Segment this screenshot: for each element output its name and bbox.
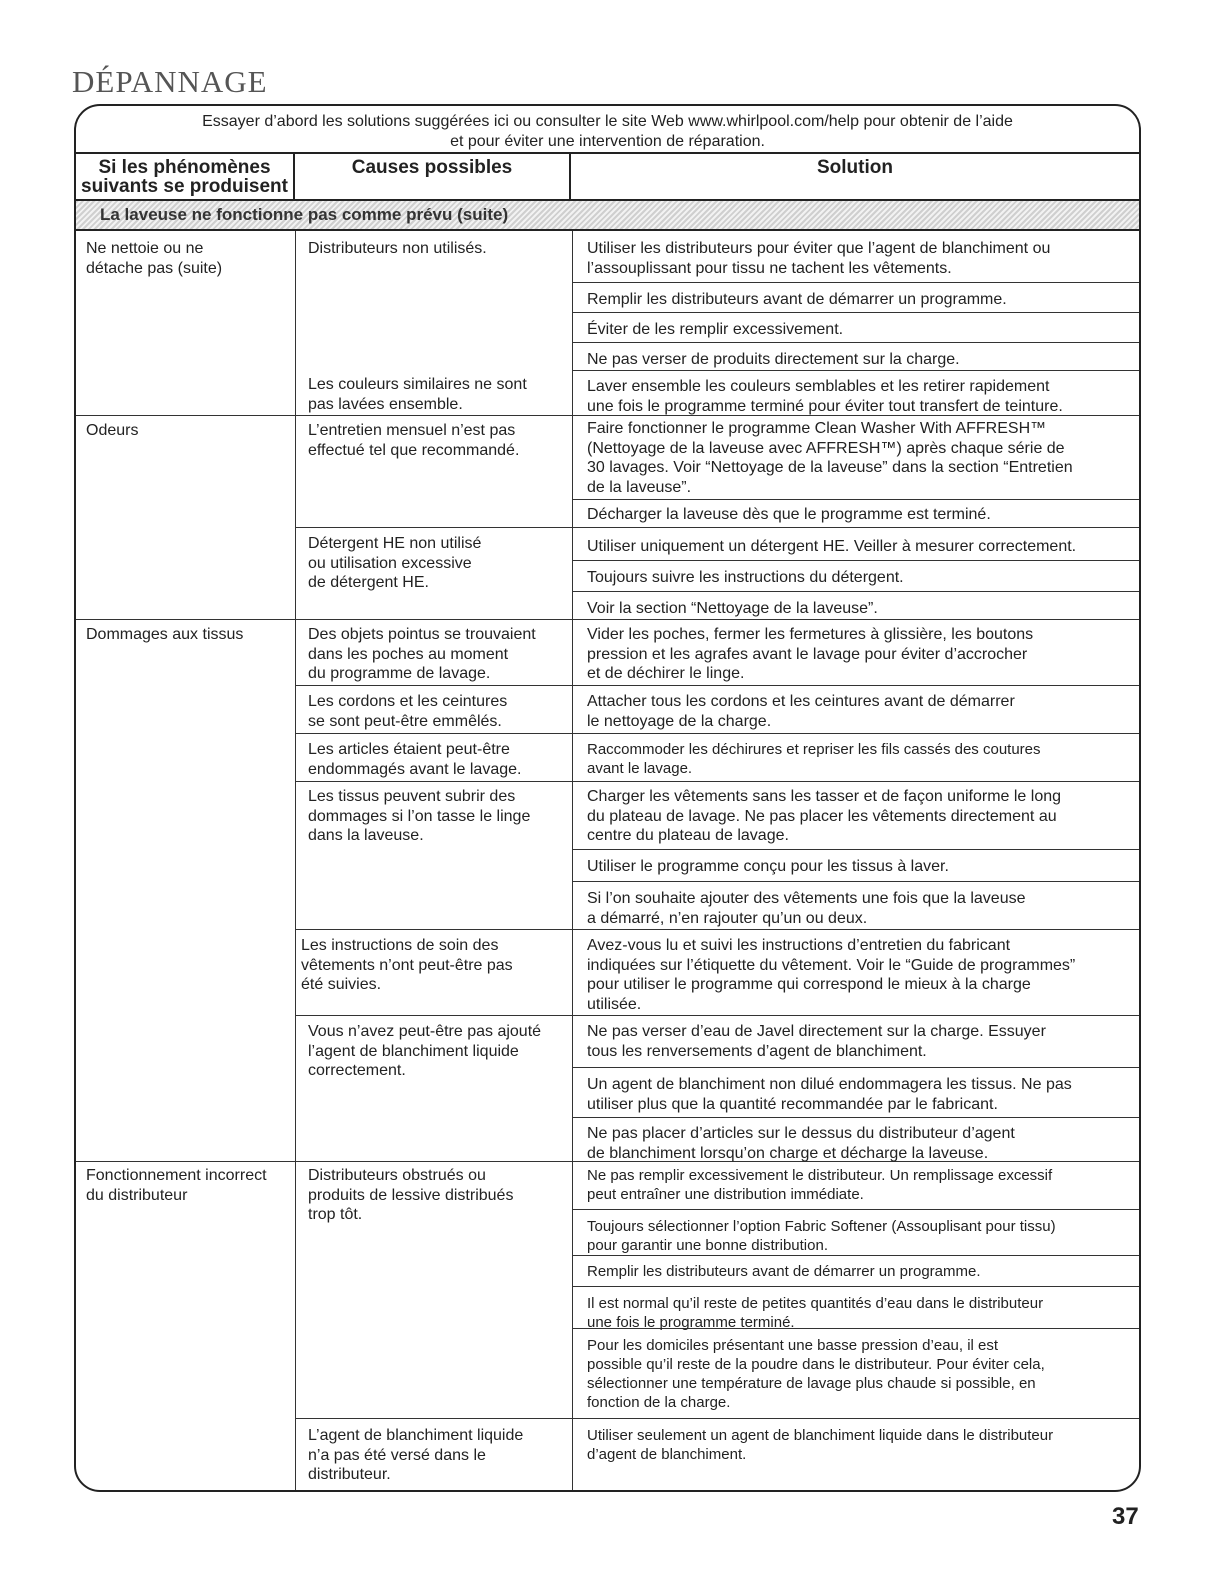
solution-cell: Toujours sélectionner l’option Fabric Softener (Assouplisant pour tissu) pour garantir une bonne distribution. (587, 1218, 1056, 1254)
cause-cell: Les couleurs similaires ne sont pas lavées ensemble. (308, 376, 527, 413)
row-divider (295, 1418, 1139, 1419)
row-divider (572, 591, 1139, 592)
row-divider (572, 282, 1139, 283)
troubleshooting-frame (74, 104, 1141, 1492)
solution-cell: Il est normal qu’il reste de petites quantités d’eau dans le distributeur une fois le programme terminé. (587, 1295, 1044, 1331)
solution-cell: Voir la section “Nettoyage de la laveuse”. (587, 600, 878, 617)
symptom-cell: Odeurs (86, 422, 139, 439)
row-divider (572, 1117, 1139, 1118)
solution-cell: Utiliser seulement un agent de blanchiment liquide dans le distributeur d’agent de blanchiment. (587, 1427, 1054, 1463)
intro-text (76, 106, 1139, 154)
section-title: La laveuse ne fonctionne pas comme prévu (suite) (76, 201, 1139, 231)
row-divider (572, 342, 1139, 343)
row-divider (295, 1015, 1139, 1016)
cause-cell: L’agent de blanchiment liquide n’a pas été versé dans le distributeur. (308, 1427, 524, 1483)
row-divider (572, 1255, 1139, 1256)
header-symptoms-line-2: suivants se produisent (81, 176, 288, 197)
row-divider (572, 1067, 1139, 1068)
solution-cell: Raccommoder les déchirures et repriser les fils cassés des coutures avant le lavage. (587, 741, 1041, 777)
row-divider (572, 370, 1139, 371)
page-title: DÉPANNAGE (72, 64, 268, 99)
solution-cell: Ne pas placer d’articles sur le dessus du distributeur d’agent de blanchiment lorsqu’on charge et décharge la laveuse. (587, 1125, 1015, 1162)
symptom-cell: Ne nettoie ou ne détache pas (suite) (86, 240, 223, 277)
intro-line-1: Essayer d’abord les solutions suggérées ici ou consulter le site Web www.whirlpool.com/help pour obtenir de l’aide (202, 113, 1013, 130)
row-divider (295, 733, 1139, 734)
solution-cell: Toujours suivre les instructions du détergent. (587, 569, 904, 586)
header-symptoms-line-1: Si les phénomènes (98, 157, 271, 178)
cause-cell: Les instructions de soin des vêtements n’ont peut-être pas été suivies. (301, 937, 513, 993)
row-divider (295, 781, 1139, 782)
solution-cell: Décharger la laveuse dès que le programme est terminé. (587, 506, 991, 523)
row-divider (572, 312, 1139, 313)
cause-cell: Des objets pointus se trouvaient dans les poches au moment du programme de lavage. (308, 626, 536, 682)
solution-cell: Avez-vous lu et suivi les instructions d’entretien du fabricant indiquées sur l’étiquette du vêtement. Voir le “Guide de programmes” pour utiliser le programme qui correspond le mieux à la charge utilisée. (587, 937, 1076, 1013)
row-divider (295, 685, 1139, 686)
solution-cell: Utiliser le programme conçu pour les tissus à laver. (587, 858, 949, 875)
header-causes: Causes possibles (295, 154, 571, 199)
solution-cell: Remplir les distributeurs avant de démarrer un programme. (587, 1263, 981, 1280)
solution-cell: Pour les domiciles présentant une basse pression d’eau, il est possible qu’il reste de la poudre dans le distributeur. Pour éviter cela, sélectionner une température de lavage plus chaude si possible, en fonction de la charge. (587, 1337, 1045, 1411)
row-divider (572, 881, 1139, 882)
solution-cell: Vider les poches, fermer les fermetures à glissière, les boutons pression et les agrafes avant le lavage pour éviter d’accrocher et de déchirer le linge. (587, 626, 1034, 682)
column-divider (572, 231, 573, 1490)
intro-line-2: et pour éviter une intervention de réparation. (450, 133, 765, 150)
cause-cell: Détergent HE non utilisé ou utilisation excessive de détergent HE. (308, 535, 482, 591)
cause-cell: Les articles étaient peut-être endommagés avant le lavage. (308, 741, 522, 778)
column-divider (295, 231, 296, 1490)
row-divider (76, 619, 1139, 620)
header-solution: Solution (817, 157, 893, 178)
solution-cell: Un agent de blanchiment non dilué endommagera les tissus. Ne pas utiliser plus que la quantité recommandée par le fabricant. (587, 1076, 1072, 1113)
cause-cell: Les tissus peuvent subrir des dommages si l’on tasse le linge dans la laveuse. (308, 788, 531, 844)
row-divider (295, 527, 1139, 528)
solution-cell: Ne pas remplir excessivement le distributeur. Un remplissage excessif peut entraîner une distribution immédiate. (587, 1167, 1053, 1203)
solution-cell: Utiliser uniquement un détergent HE. Veiller à mesurer correctement. (587, 538, 1077, 555)
cause-cell: Les cordons et les ceintures se sont peut-être emmêlés. (308, 693, 508, 730)
cause-cell: L’entretien mensuel n’est pas effectué tel que recommandé. (308, 422, 520, 459)
solution-cell: Remplir les distributeurs avant de démarrer un programme. (587, 291, 1007, 308)
symptom-cell: Dommages aux tissus (86, 626, 244, 643)
solution-cell: Faire fonctionner le programme Clean Washer With AFFRESH™ (Nettoyage de la laveuse avec AFFRESH™) après chaque série de 30 lavages. Voir “Nettoyage de la laveuse” dans la section “Entretien de la laveuse”. (587, 420, 1073, 496)
header-symptoms (76, 154, 295, 199)
cause-cell: Distributeurs obstrués ou produits de lessive distribués trop tôt. (308, 1167, 514, 1223)
row-divider (572, 560, 1139, 561)
row-divider (572, 499, 1139, 500)
row-divider (572, 1286, 1139, 1287)
solution-cell: Attacher tous les cordons et les ceintures avant de démarrer le nettoyage de la charge. (587, 693, 1015, 730)
solution-cell: Utiliser les distributeurs pour éviter que l’agent de blanchiment ou l’assouplissant pour tissu ne tachent les vêtements. (587, 240, 1051, 277)
table-header (76, 154, 1139, 201)
table-body (76, 231, 1139, 1490)
solution-cell: Éviter de les remplir excessivement. (587, 321, 844, 338)
symptom-cell: Fonctionnement incorrect du distributeur (86, 1167, 267, 1204)
cause-cell: Vous n’avez peut-être pas ajouté l’agent de blanchiment liquide correctement. (308, 1023, 542, 1079)
page-number: 37 (1112, 1503, 1139, 1530)
solution-cell: Ne pas verser d’eau de Javel directement sur la charge. Essuyer tous les renversements d’agent de blanchiment. (587, 1023, 1046, 1060)
cause-cell: Distributeurs non utilisés. (308, 240, 487, 257)
row-divider (295, 929, 1139, 930)
row-divider (572, 1209, 1139, 1210)
solution-cell: Laver ensemble les couleurs semblables et les retirer rapidement une fois le programme terminé pour éviter tout transfert de teinture. (587, 378, 1063, 415)
solution-cell: Ne pas verser de produits directement sur la charge. (587, 351, 960, 368)
solution-cell: Charger les vêtements sans les tasser et de façon uniforme le long du plateau de lavage. Ne pas placer les vêtements directement au centre du plateau de lavage. (587, 788, 1062, 844)
solution-cell: Si l’on souhaite ajouter des vêtements une fois que la laveuse a démarré, n’en rajouter qu’un ou deux. (587, 890, 1026, 927)
row-divider (572, 849, 1139, 850)
